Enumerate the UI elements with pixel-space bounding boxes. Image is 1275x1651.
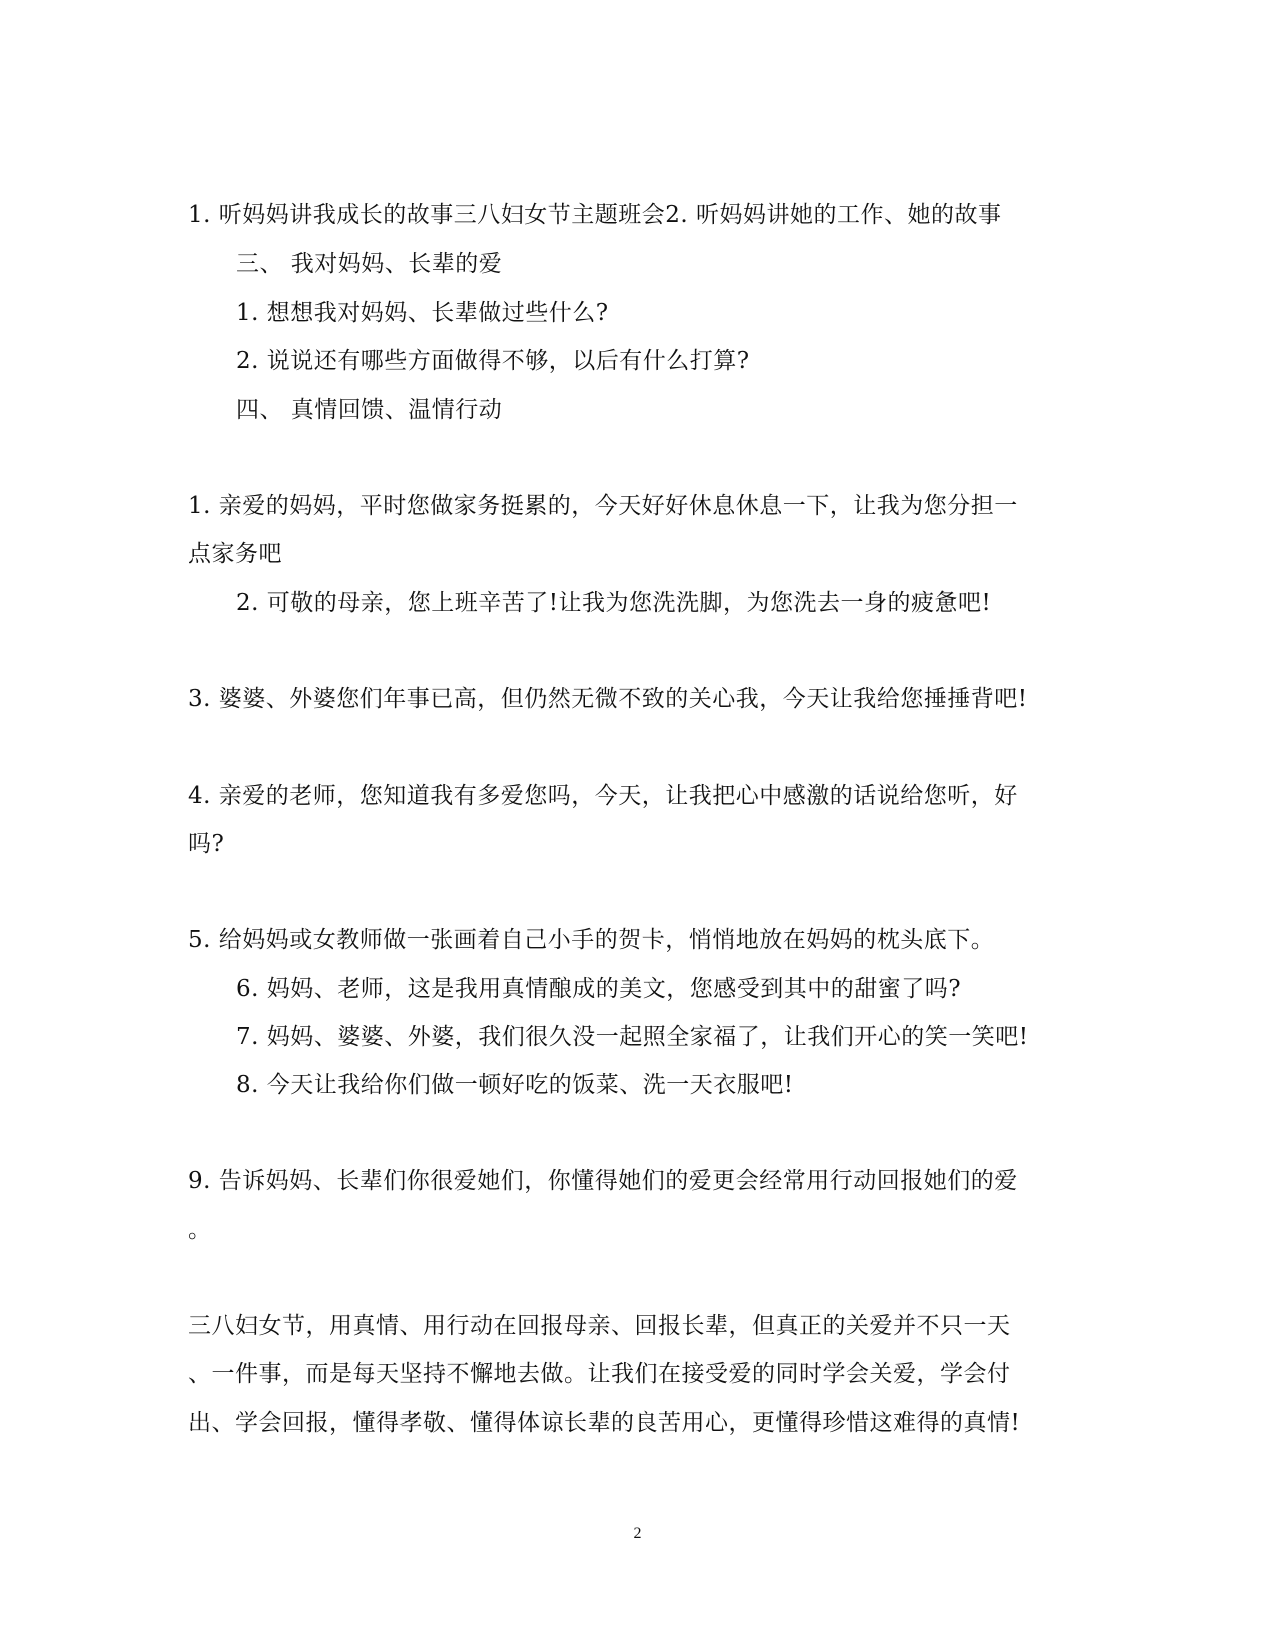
page-number: 2: [633, 1525, 642, 1542]
text-line: 7. 妈妈、婆婆、外婆，我们很久没一起照全家福了，让我们开心的笑一笑吧!: [236, 1024, 1029, 1050]
text-line: 2. 说说还有哪些方面做得不够，以后有什么打算?: [236, 348, 750, 374]
text-line: 8. 今天让我给你们做一顿好吃的饭菜、洗一天衣服吧!: [236, 1072, 794, 1098]
text-line: 、一件事，而是每天坚持不懈地去做。让我们在接受爱的同时学会关爱，学会付: [188, 1361, 1011, 1387]
text-line: 4. 亲爱的老师，您知道我有多爱您吗，今天，让我把心中感激的话说给您听，好: [188, 783, 1018, 809]
text-line: 5. 给妈妈或女教师做一张画着自己小手的贺卡，悄悄地放在妈妈的枕头底下。: [188, 927, 995, 953]
text-line: 三八妇女节，用真情、用行动在回报母亲、回报长辈，但真正的关爱并不只一天: [188, 1313, 1011, 1339]
text-line: 6. 妈妈、老师，这是我用真情酿成的美文，您感受到其中的甜蜜了吗?: [236, 976, 962, 1002]
section-heading: 四、 真情回馈、温情行动: [236, 397, 503, 423]
text-line: 2. 可敬的母亲，您上班辛苦了!让我为您洗洗脚，为您洗去一身的疲惫吧!: [236, 590, 992, 616]
text-line: 9. 告诉妈妈、长辈们你很爱她们，你懂得她们的爱更会经常用行动回报她们的爱: [188, 1168, 1018, 1194]
text-line: 。: [188, 1217, 212, 1243]
text-line: 3. 婆婆、外婆您们年事已高，但仍然无微不致的关心我，今天让我给您捶捶背吧!: [188, 686, 1028, 712]
text-line: 1. 想想我对妈妈、长辈做过些什么?: [236, 300, 609, 326]
text-line: 出、学会回报，懂得孝敬、懂得体谅长辈的良苦用心，更懂得珍惜这难得的真情!: [188, 1410, 1021, 1436]
text-line: 1. 亲爱的妈妈，平时您做家务挺累的，今天好好休息休息一下，让我为您分担一: [188, 493, 1018, 519]
section-heading: 三、 我对妈妈、长辈的爱: [236, 251, 503, 277]
text-line: 点家务吧: [188, 541, 282, 567]
text-line: 1. 听妈妈讲我成长的故事三八妇女节主题班会2. 听妈妈讲她的工作、她的故事: [188, 202, 1002, 228]
text-line: 吗?: [188, 831, 225, 857]
